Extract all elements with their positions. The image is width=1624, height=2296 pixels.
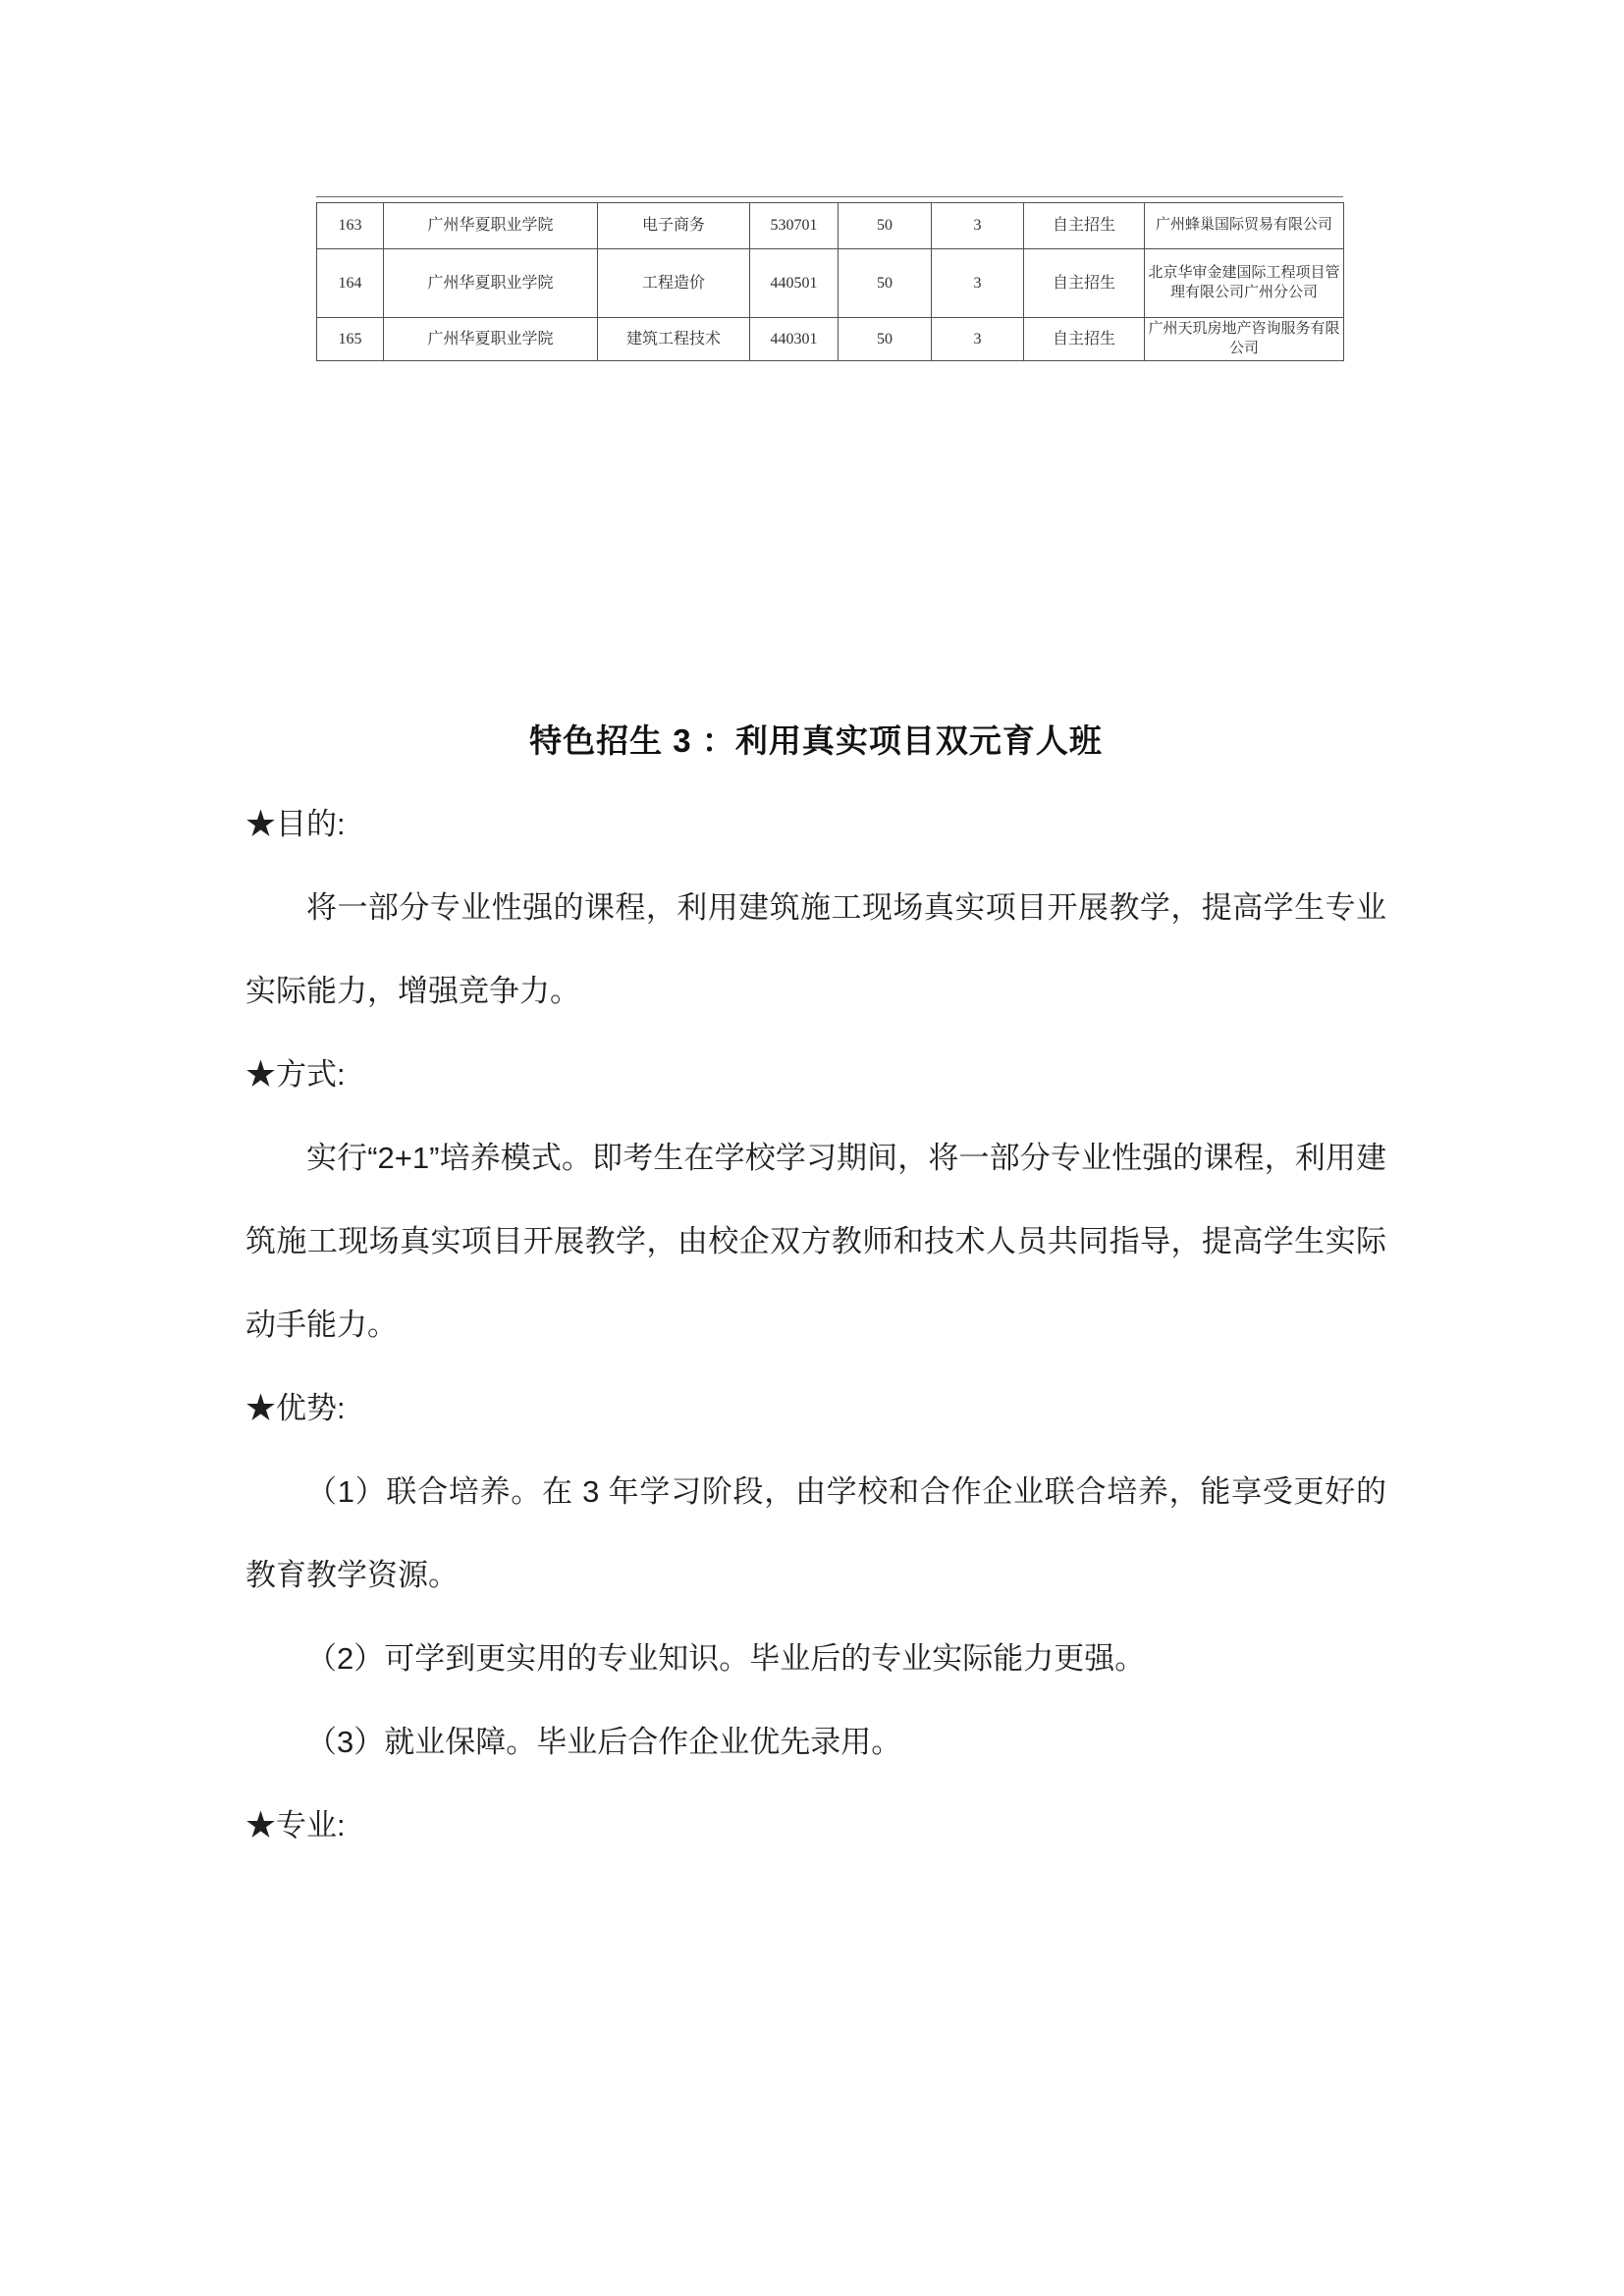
- section-label-majors: ★专业:: [245, 1808, 346, 1842]
- table-row: [317, 318, 1344, 361]
- table-cell-admission-type: 自主招生: [1024, 249, 1145, 318]
- table-cell-index: 164: [317, 249, 384, 318]
- table-cell-major: 建筑工程技术: [598, 318, 750, 361]
- section-label-method: ★方式:: [245, 1057, 346, 1092]
- advantage-item: （2）可学到更实用的专业知识。毕业后的专业实际能力更强。: [306, 1641, 1146, 1676]
- table-cell-partner-company: 广州天玑房地产咨询服务有限公司: [1145, 318, 1344, 361]
- table-cell-index: 165: [317, 318, 384, 361]
- enrollment-table: [316, 202, 1344, 361]
- table-cell-school: 广州华夏职业学院: [384, 203, 598, 249]
- table-cell-major-code: 440501: [750, 249, 839, 318]
- table-row: [317, 203, 1344, 249]
- page-title: 特色招生 3 ：利用真实项目双元育人班: [529, 722, 1103, 759]
- table-cell-major-code: 440301: [750, 318, 839, 361]
- purpose-paragraph: 将一部分专业性强的课程，利用建筑施工现场真实项目开展教学，提高学生专业实际能力，增强竞争力。: [245, 890, 1386, 1008]
- method-paragraph: 实行“2+1”培养模式。即考生在学校学习期间，将一部分专业性强的课程，利用建筑施工现场真实项目开展教学，由校企双方教师和技术人员共同指导，提高学生实际动手能力。: [245, 1141, 1386, 1342]
- table-cell-partner-company: 北京华审金建国际工程项目管理有限公司广州分公司: [1145, 249, 1344, 318]
- table-cell-admission-type: 自主招生: [1024, 318, 1145, 361]
- table-cell-years: 3: [932, 318, 1024, 361]
- table-row: [317, 249, 1344, 318]
- table-cell-quota: 50: [839, 203, 932, 249]
- table-cell-major: 工程造价: [598, 249, 750, 318]
- table-cell-major: 电子商务: [598, 203, 750, 249]
- table-cell-major-code: 530701: [750, 203, 839, 249]
- section-label-purpose: ★目的:: [245, 807, 346, 841]
- table-cell-years: 3: [932, 249, 1024, 318]
- advantage-item: （1）联合培养。在 3 年学习阶段，由学校和合作企业联合培养，能享受更好的教育教学资源。: [245, 1474, 1386, 1592]
- table-cell-partner-company: 广州蜂巢国际贸易有限公司: [1145, 203, 1344, 249]
- table-top-border-remnant: [316, 196, 1343, 197]
- table-cell-index: 163: [317, 203, 384, 249]
- advantage-item: （3）就业保障。毕业后合作企业优先录用。: [306, 1725, 902, 1759]
- document-body: [245, 699, 1386, 1867]
- table-cell-quota: 50: [839, 318, 932, 361]
- table-cell-admission-type: 自主招生: [1024, 203, 1145, 249]
- table-cell-years: 3: [932, 203, 1024, 249]
- table-cell-school: 广州华夏职业学院: [384, 249, 598, 318]
- table-cell-school: 广州华夏职业学院: [384, 318, 598, 361]
- table-cell-quota: 50: [839, 249, 932, 318]
- section-label-advantages: ★优势:: [245, 1391, 346, 1425]
